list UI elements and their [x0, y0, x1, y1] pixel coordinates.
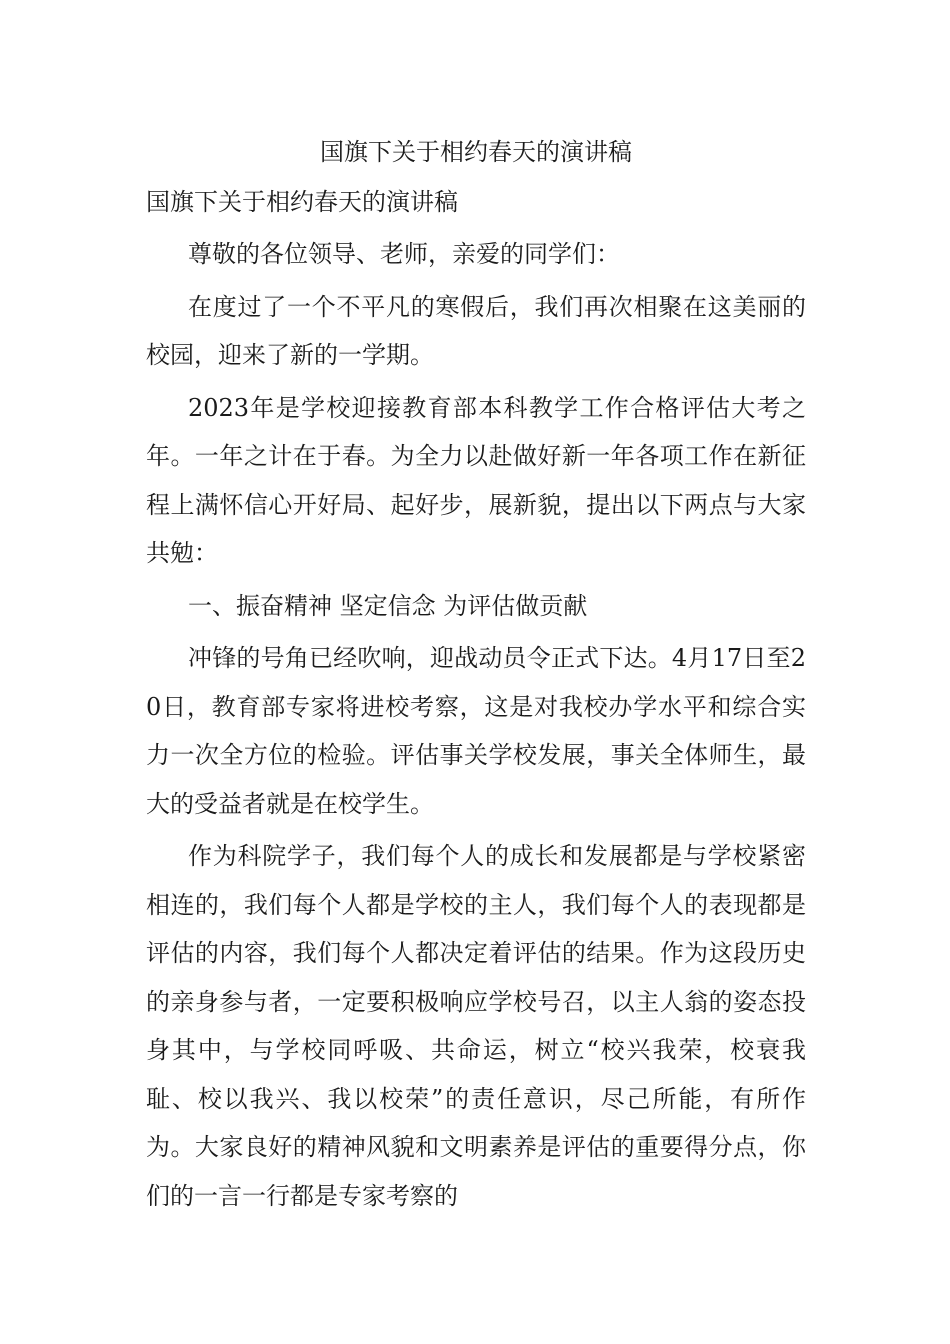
document-page	[146, 130, 806, 1224]
salutation: 尊敬的各位领导、老师，亲爱的同学们：	[188, 240, 620, 268]
paragraph-charge: 冲锋的号角已经吹响，迎战动员令正式下达。4月17日至20日，教育部专家将进校考察，这是对我校办学水平和综合实力一次全方位的检验。评估事关学校发展，事关全体师生，最大的受益者就是在校学生。	[146, 644, 806, 818]
document-subtitle: 国旗下关于相约春天的演讲稿	[146, 188, 458, 216]
paragraph-students: 作为科院学子，我们每个人的成长和发展都是与学校紧密相连的，我们每个人都是学校的主人，我们每个人的表现都是评估的内容，我们每个人都决定着评估的结果。作为这段历史的亲身参与者，一定要积极响应学校号召，以主人翁的姿态投身其中，与学校同呼吸、共命运，树立“校兴我荣，校衰我耻、校以我兴、我以校荣”的责任意识，尽己所能，有所作为。大家良好的精神风貌和文明素养是评估的重要得分点，你们的一言一行都是专家考察的	[146, 842, 806, 1210]
paragraph-opening: 在度过了一个不平凡的寒假后，我们再次相聚在这美丽的校园，迎来了新的一学期。	[146, 292, 806, 369]
paragraph-2023: 2023年是学校迎接教育部本科教学工作合格评估大考之年。一年之计在于春。为全力以赴做好新一年各项工作在新征程上满怀信心开好局、起好步，展新貌，提出以下两点与大家共勉：	[146, 393, 806, 567]
section-heading-1: 一、振奋精神 坚定信念 为评估做贡献	[188, 591, 588, 620]
document-title: 国旗下关于相约春天的演讲稿	[320, 138, 632, 166]
